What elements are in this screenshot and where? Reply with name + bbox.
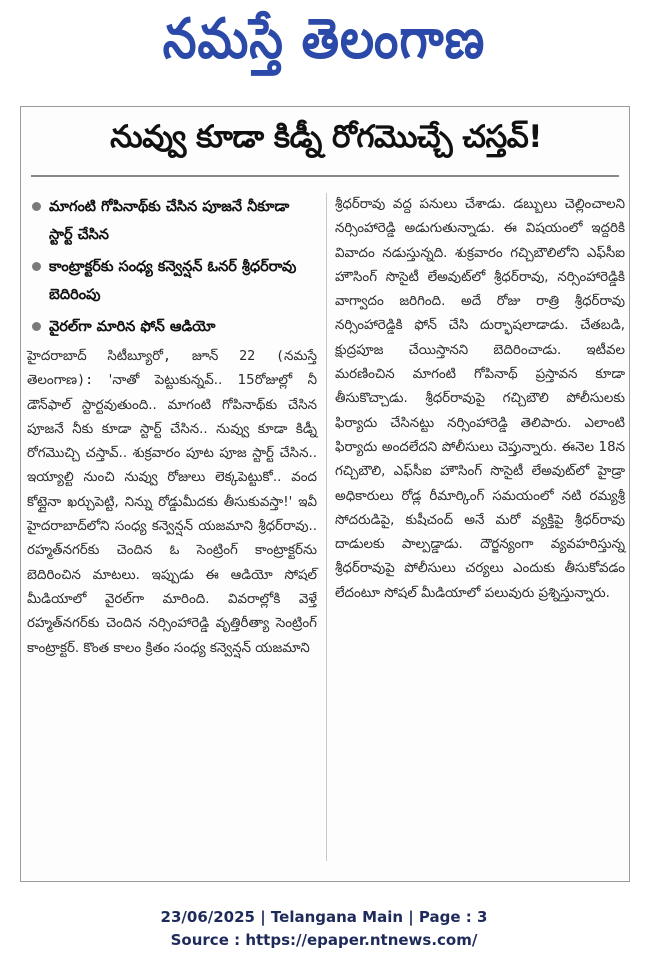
highlight-text: కాంట్రాక్టర్‌కు సంధ్య కన్వెన్షన్ ఓనర్ శ్రీధర్‌రావు బెదిరింపు	[49, 259, 297, 303]
dateline: హైదరాబాద్ సిటీబ్యూరో, జూన్ 22 (నమస్తే తెలంగాణ):	[27, 349, 317, 389]
page-footer	[0, 906, 648, 952]
news-clipping	[20, 106, 630, 882]
masthead	[0, 0, 648, 92]
body-text-left: 'నాతో పెట్టుకున్నవ్.. 15రోజుల్లో నీ డౌన్‌ఫాల్ స్టార్టవుతుంది.. మాగంటి గోపినాథ్‌కు చేసిన పూజనే నీకు కూడా స్టార్ట్ చేసిన.. నువ్వు కూడా కిడ్నీ రోగమొచ్చి చస్తావ్.. శుక్రవారం పూట పూజ స్టార్ట్ చేసిన.. ఇయ్యాల్టి నుంచి నువ్వు రోజులు లెక్కపెట్టుకో.. వంద కోట్లైనా ఖర్చుపెట్టి, నిన్ను రోడ్డుమీదకు తీసుకువస్తా!' ఇవీ హైదరాబాద్‌లోని సంధ్య కన్వెన్షన్ యజమాని శ్రీధర్‌రావు.. రహ్మత్‌నగర్‌కు చెందిన ఓ సెంట్రింగ్ కాంట్రాక్టర్‌ను బెదిరించిన మాటలు. ఇప్పుడు ఈ ఆడియో సోషల్ మీడియాలో వైరల్‌గా మారింది. వివరాల్లోకి వెళ్తే రహ్మత్‌నగర్‌కు చెందిన నర్సింహారెడ్డి వృత్తిరీత్యా సెంట్రింగ్ కాంట్రాక్టర్. కొంత కాలం క్రితం సంధ్య కన్వెన్షన్ యజమాని	[27, 373, 317, 656]
highlight-text: వైరల్‌గా మారిన ఫోన్ ఆడియో	[49, 319, 216, 335]
newspaper-logo: నమస్తే తెలంగాణ	[162, 6, 486, 72]
source-link: Source : https://epaper.ntnews.com/	[170, 931, 478, 949]
highlight-text: మాగంటి గోపినాథ్‌కు చేసిన పూజనే నీకూడా స్టార్ట్ చేసిన	[49, 199, 290, 243]
highlight-item	[27, 313, 317, 341]
highlight-item	[27, 193, 317, 249]
column-divider	[326, 193, 327, 861]
edition-info: 23/06/2025 | Telangana Main | Page : 3	[160, 908, 488, 926]
bullet-icon	[32, 202, 41, 211]
left-column	[27, 193, 317, 661]
article-body-right: శ్రీధర్‌రావు వద్ద పనులు చేశాడు. డబ్బులు చెల్లించాలని నర్సింహారెడ్డి అడుగుతున్నాడు. ఈ విషయంలో ఇద్దరికి వివాదం నడుస్తున్నది. శుక్రవారం గచ్చిబౌలిలోని ఎఫ్‌సీఐ హౌసింగ్ సొసైటీ లేఅవుట్‌లో శ్రీధర్‌రావు, నర్సింహారెడ్డికి వాగ్వాదం జరిగింది. అదే రోజు రాత్రి శ్రీధర్‌రావు నర్సింహారెడ్డికి ఫోన్ చేసి దుర్భాషలాడాడు. చేతబడి, క్షుద్రపూజ చేయిస్తానని బెదిరించాడు. ఇటీవల మరణించిన మాగంటి గోపినాథ్ ప్రస్తావన కూడా తీసుకొచ్చాడు. శ్రీధర్‌రావుపై గచ్చిబౌలి పోలీసులకు ఫిర్యాదు చేసినట్టు నర్సింహారెడ్డి తెలిపారు. ఎలాంటి ఫిర్యాదు అందలేదని పోలీసులు చెప్తున్నారు. ఈనెల 18న గచ్చిబౌలి, ఎఫ్‌సీఐ హౌసింగ్ సొసైటీ లేఅవుట్‌లో హైడ్రా అధికారులు రోడ్ల రీమార్కింగ్ సమయంలో నటి రమ్యశ్రీ సోదరుడిపై, కుషీచంద్ అనే మరో వ్యక్తిపై శ్రీధర్‌రావు దాడులకు పాల్పడ్డాడు. దౌర్జన్యంగా వ్యవహరిస్తున్న శ్రీధర్‌రావుపై పోలీసులు చర్యలు ఎందుకు తీసుకోవడం లేదంటూ సోషల్ మీడియాలో పలువురు ప్రశ్నిస్తున్నారు.	[335, 197, 625, 601]
right-column	[335, 193, 625, 606]
bullet-icon	[32, 262, 41, 271]
article-body-left	[27, 345, 317, 661]
headline-divider	[31, 175, 619, 177]
bullet-icon	[32, 322, 41, 331]
highlight-item	[27, 253, 317, 309]
article-headline: నువ్వు కూడా కిడ్నీ రోగమొచ్చే చస్తవ్!	[110, 119, 542, 155]
